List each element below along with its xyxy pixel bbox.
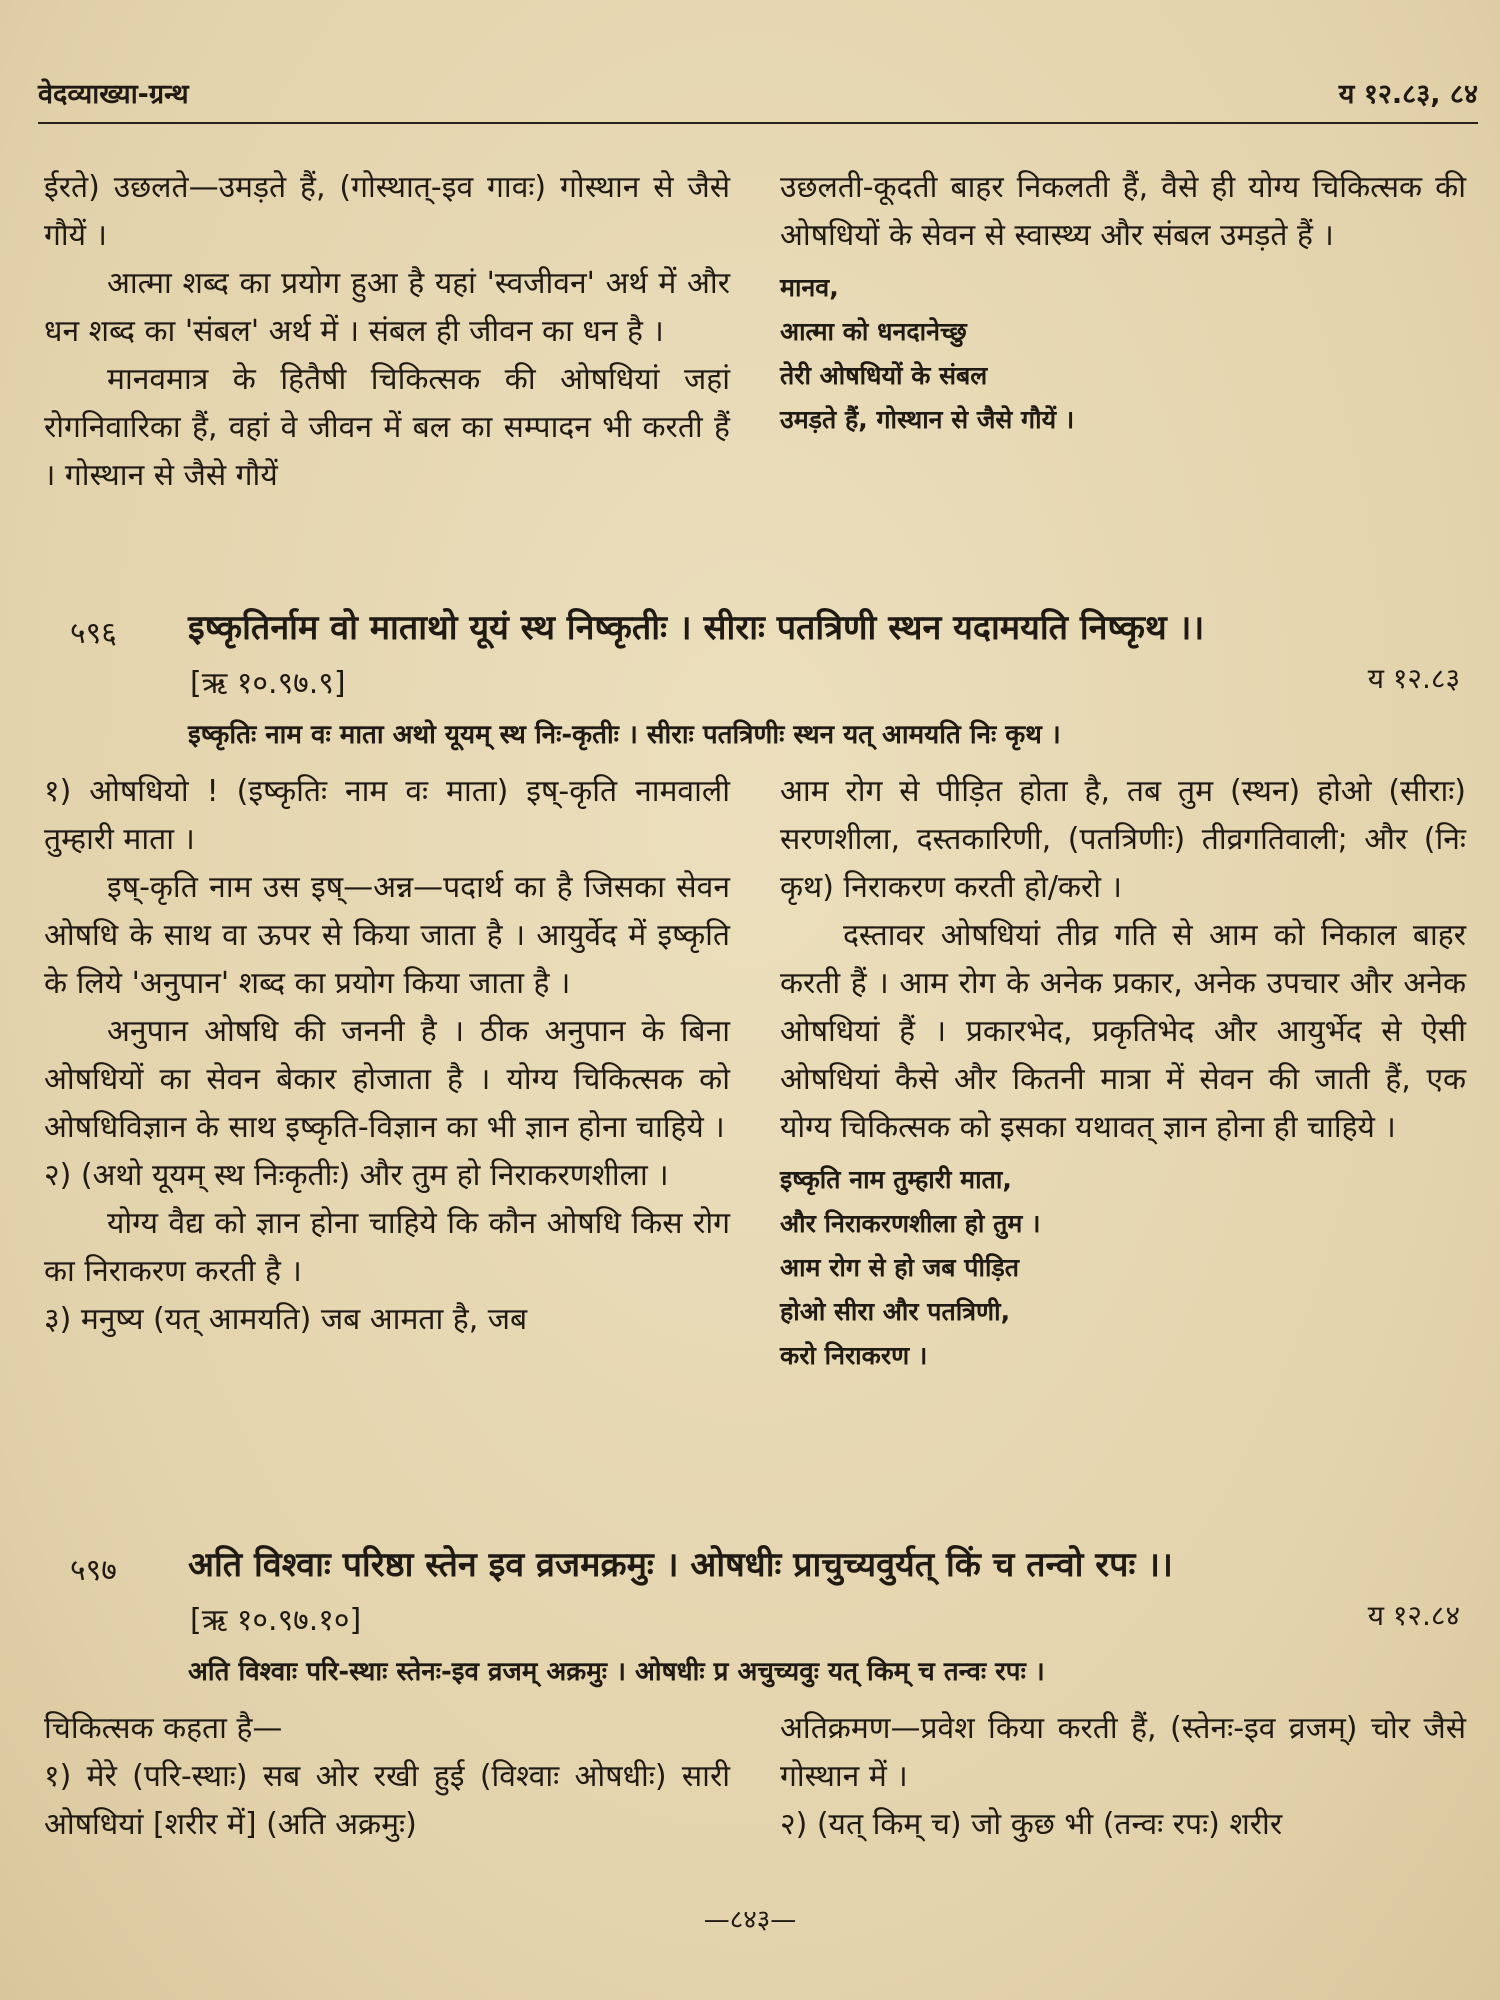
poem-line: होओ सीरा और पतत्रिणी,	[780, 1297, 1011, 1326]
pada-patha: इष्कृतिः नाम वः माता अथो यूयम् स्थ निः-कृतीः । सीराः पतत्रिणीः स्थन यत् आमयति निः कृथ ।	[188, 720, 1061, 750]
running-header	[38, 70, 1478, 124]
paragraph: इष्-कृति नाम उस इष्—अन्न—पदार्थ का है जिसका सेवन ओषधि के साथ वा ऊपर से किया जाता है । आयुर्वेद में इष्कृति के लिये 'अनुपान' शब्द का प्रयोग किया जाता है ।	[44, 870, 730, 1001]
rigveda-reference: [ऋ १०.९७.९]	[190, 666, 346, 701]
poem-line: करो निराकरण ।	[780, 1341, 928, 1370]
section3-right-column	[780, 1705, 1466, 1849]
paragraph: चिकित्सक कहता है—	[44, 1711, 283, 1746]
poem-line: मानव,	[780, 273, 839, 302]
paragraph: योग्य वैद्य को ज्ञान होना चाहिये कि कौन ओषधि किस रोग का निराकरण करती है ।	[44, 1206, 730, 1289]
poetic-summary	[780, 1158, 1466, 1378]
paragraph: २) (यत् किम् च) जो कुछ भी (तन्वः रपः) शरीर	[780, 1807, 1283, 1842]
paragraph: अनुपान ओषधि की जननी है । ठीक अनुपान के बिना ओषधियों का सेवन बेकार होजाता है । योग्य चिकित्सक को ओषधिविज्ञान के साथ इष्कृति-विज्ञान का भी ज्ञान होना चाहिये ।	[44, 1014, 730, 1145]
mantra-verse: अति विश्वाः परिष्ठा स्तेन इव व्रजमक्रमुः । ओषधीः प्राचुच्यवुर्यत् किं च तन्वो रपः ।।	[188, 1545, 1173, 1585]
section2-right-column	[780, 768, 1466, 1378]
rigveda-reference: [ऋ १०.९७.१०]	[190, 1603, 362, 1638]
book-title: वेदव्याख्या-ग्रन्थ	[38, 79, 189, 110]
section1-right-column	[780, 164, 1466, 442]
section2-left-column	[44, 768, 730, 1344]
paragraph: ३) मनुष्य (यत् आमयति) जब आमता है, जब	[44, 1302, 528, 1337]
paragraph: उछलती-कूदती बाहर निकलती हैं, वैसे ही योग्य चिकित्सक की ओषधियों के सेवन से स्वास्थ्य और संबल उमड़ते हैं ।	[780, 170, 1466, 253]
section1-left-column	[44, 164, 730, 500]
poem-line: आत्मा को धनदानेच्छु	[780, 317, 967, 346]
poem-line: आम रोग से हो जब पीड़ित	[780, 1253, 1020, 1282]
paragraph: ईरते) उछलते—उमड़ते हैं, (गोस्थात्-इव गावः) गोस्थान से जैसे गौयें ।	[44, 170, 730, 253]
pada-patha: अति विश्वाः परि-स्थाः स्तेनः-इव व्रजम् अक्रमुः । ओषधीः प्र अचुच्यवुः यत् किम् च तन्वः रपः ।	[188, 1657, 1045, 1687]
paragraph: अतिक्रमण—प्रवेश किया करती हैं, (स्तेनः-इव व्रजम्) चोर जैसे गोस्थान में ।	[780, 1711, 1466, 1794]
paragraph: आम रोग से पीड़ित होता है, तब तुम (स्थन) होओ (सीराः) सरणशीला, दस्तकारिणी, (पतत्रिणीः) तीव्रगतिवाली; और (निः कृथ) निराकरण करती हो/करो ।	[780, 774, 1466, 905]
paragraph: आत्मा शब्द का प्रयोग हुआ है यहां 'स्वजीवन' अर्थ में और धन शब्द का 'संबल' अर्थ में । संबल ही जीवन का धन है ।	[44, 266, 730, 349]
paragraph: दस्तावर ओषधियां तीव्र गति से आम को निकाल बाहर करती हैं । आम रोग के अनेक प्रकार, अनेक उपचार और अनेक ओषधियां हैं । प्रकारभेद, प्रकृतिभेद और आयुर्भेद से ऐसी ओषधियां कैसे और कितनी मात्रा में सेवन की जाती हैं, एक योग्य चिकित्सक को इसका यथावत् ज्ञान होना ही चाहिये ।	[780, 918, 1466, 1145]
page-number: —८४३—	[703, 1905, 797, 1935]
poetic-summary	[780, 266, 1466, 442]
poem-line: और निराकरणशीला हो तुम ।	[780, 1209, 1041, 1238]
poem-line: इष्कृति नाम तुम्हारी माता,	[780, 1165, 1012, 1194]
paragraph: १) ओषधियो ! (इष्कृतिः नाम वः माता) इष्-कृति नामवाली तुम्हारी माता ।	[44, 774, 730, 857]
mantra-verse: इष्कृतिर्नाम वो माताथो यूयं स्थ निष्कृतीः । सीराः पतत्रिणी स्थन यदामयति निष्कृथ ।।	[188, 608, 1205, 648]
yajurveda-reference: य १२.८३	[1367, 662, 1460, 695]
paragraph: २) (अथो यूयम् स्थ निःकृतीः) और तुम हो निराकरणशीला ।	[44, 1158, 669, 1193]
mantra-597	[0, 1540, 1500, 1690]
verse-reference: य १२.८३, ८४	[1338, 79, 1478, 110]
mantra-number: ५९६	[70, 616, 117, 651]
paragraph: १) मेरे (परि-स्थाः) सब ओर रखी हुई (विश्वाः ओषधीः) सारी ओषधियां [शरीर में] (अति अक्रमुः)	[44, 1759, 730, 1842]
mantra-596	[0, 603, 1500, 753]
poem-line: तेरी ओषधियों के संबल	[780, 361, 988, 390]
poem-line: उमड़ते हैं, गोस्थान से जैसे गौयें ।	[780, 405, 1075, 434]
paragraph: मानवमात्र के हितैषी चिकित्सक की ओषधियां जहां रोगनिवारिका हैं, वहां वे जीवन में बल का सम्पादन भी करती हैं । गोस्थान से जैसे गौयें	[44, 362, 730, 493]
yajurveda-reference: य १२.८४	[1367, 1599, 1460, 1632]
mantra-number: ५९७	[70, 1553, 117, 1588]
section3-left-column	[44, 1705, 730, 1849]
